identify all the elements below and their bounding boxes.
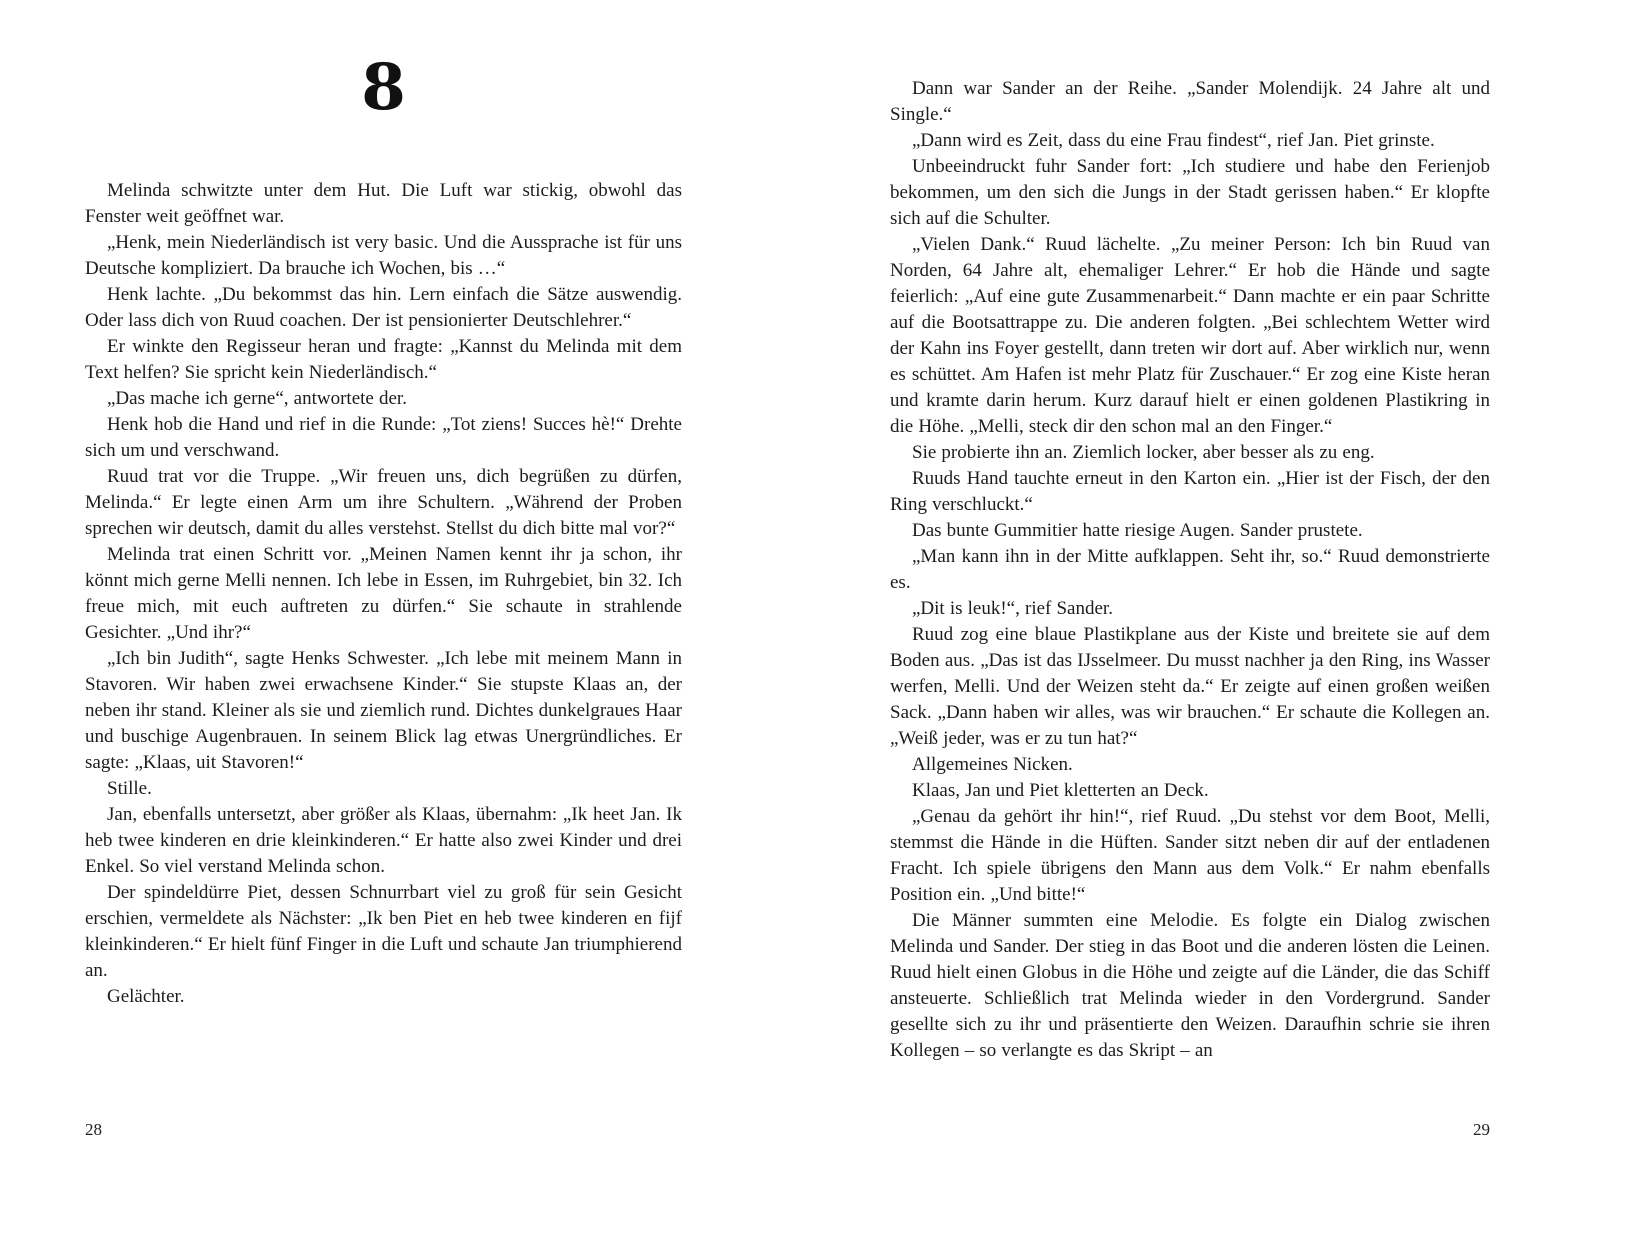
paragraph: Ruud zog eine blaue Plastikplane aus der Kiste und breitete sie auf dem Boden aus. „Das ist das IJsselmeer. Du musst nachher ja den Ring, ins Wasser werfen, Melli. Und der Weizen steht da.“ Er zeigte auf einen großen weißen Sack. „Dann haben wir alles, was wir brauchen.“ Er schaute die Kollegen an. „Weiß jeder, was er zu tun hat?“: [890, 624, 1490, 749]
page-left: [85, 0, 682, 1240]
page-right: [890, 0, 1490, 1240]
paragraph: Ruuds Hand tauchte erneut in den Karton ein. „Hier ist der Fisch, der den Ring verschluckt.“: [890, 468, 1490, 515]
paragraph: Sie probierte ihn an. Ziemlich locker, aber besser als zu eng.: [912, 442, 1375, 463]
paragraph: Er winkte den Regisseur heran und fragte: „Kannst du Melinda mit dem Text helfen? Sie spricht kein Niederländisch.“: [85, 336, 682, 383]
chapter-number: 8: [361, 50, 406, 125]
page-left-body-text: [85, 178, 682, 1010]
paragraph: Dann war Sander an der Reihe. „Sander Molendijk. 24 Jahre alt und Single.“: [890, 78, 1490, 125]
paragraph: „Man kann ihn in der Mitte aufklappen. Seht ihr, so.“ Ruud demonstrierte es.: [890, 546, 1490, 593]
paragraph: Jan, ebenfalls untersetzt, aber größer als Klaas, übernahm: „Ik heet Jan. Ik heb twee kinderen en drie kleinkinderen.“ Er hatte also zwei Kinder und drei Enkel. So viel verstand Melinda schon.: [85, 804, 682, 877]
paragraph: Die Männer summten eine Melodie. Es folgte ein Dialog zwischen Melinda und Sander. Der stieg in das Boot und die anderen lösten die Leinen. Ruud hielt einen Globus in die Höhe und zeigte auf die Länder, die das Schiff ansteuerte. Schließlich trat Melinda wieder in den Vordergrund. Sander gesellte sich zu ihr und präsentierte den Weizen. Daraufhin schrie sie ihren Kollegen – so verlangte es das Skript – an: [890, 910, 1490, 1061]
paragraph: Melinda trat einen Schritt vor. „Meinen Namen kennt ihr ja schon, ihr könnt mich gerne Melli nennen. Ich lebe in Essen, im Ruhrgebiet, bin 32. Ich freue mich, mit euch auftreten zu dürfen.“ Sie schaute in strahlende Gesichter. „Und ihr?“: [85, 544, 682, 643]
paragraph: Melinda schwitzte unter dem Hut. Die Luft war stickig, obwohl das Fenster weit geöffnet war.: [85, 180, 682, 227]
paragraph: Henk lachte. „Du bekommst das hin. Lern einfach die Sätze auswendig. Oder lass dich von Ruud coachen. Der ist pensionierter Deutschlehrer.“: [85, 284, 682, 331]
paragraph: „Dann wird es Zeit, dass du eine Frau findest“, rief Jan. Piet grinste.: [912, 130, 1435, 151]
paragraph: Henk hob die Hand und rief in die Runde: „Tot ziens! Succes hè!“ Drehte sich um und verschwand.: [85, 414, 682, 461]
paragraph: Allgemeines Nicken.: [912, 754, 1073, 775]
paragraph: „Henk, mein Niederländisch ist very basic. Und die Aussprache ist für uns Deutsche kompliziert. Da brauche ich Wochen, bis …“: [85, 232, 682, 279]
paragraph: Ruud trat vor die Truppe. „Wir freuen uns, dich begrüßen zu dürfen, Melinda.“ Er legte einen Arm um ihre Schultern. „Während der Proben sprechen wir deutsch, damit du alles verstehst. Stellst du dich bitte mal vor?“: [85, 466, 682, 539]
paragraph: Klaas, Jan und Piet kletterten an Deck.: [912, 780, 1209, 801]
paragraph: „Vielen Dank.“ Ruud lächelte. „Zu meiner Person: Ich bin Ruud van Norden, 64 Jahre alt, ehemaliger Lehrer.“ Er hob die Hände und sagte feierlich: „Auf eine gute Zusammenarbeit.“ Dann machte er ein paar Schritte auf die Bootsattrappe zu. Die anderen folgten. „Bei schlechtem Wetter wird der Kahn ins Foyer gestellt, dann treten wir dort auf. Aber wirklich nur, wenn es schüttet. Am Hafen ist mehr Platz für Zuschauer.“ Er zog eine Kiste heran und kramte darin herum. Kurz darauf hielt er einen goldenen Plastikring in die Höhe. „Melli, steck dir den schon mal an den Finger.“: [890, 234, 1490, 437]
page-number-left: 28: [85, 1120, 102, 1139]
paragraph: Der spindeldürre Piet, dessen Schnurrbart viel zu groß für sein Gesicht erschien, vermeldete als Nächster: „Ik ben Piet en heb twee kinderen en fijf kleinkinderen.“ Er hielt fünf Finger in die Luft und schaute Jan triumphierend an.: [85, 882, 682, 981]
paragraph: „Das mache ich gerne“, antwortete der.: [107, 388, 407, 409]
paragraph: Stille.: [107, 778, 152, 799]
paragraph: Gelächter.: [107, 986, 185, 1007]
paragraph: Das bunte Gummitier hatte riesige Augen. Sander prustete.: [912, 520, 1363, 541]
page-right-body-text: [890, 76, 1490, 1064]
paragraph: „Dit is leuk!“, rief Sander.: [912, 598, 1113, 619]
paragraph: „Ich bin Judith“, sagte Henks Schwester. „Ich lebe mit meinem Mann in Stavoren. Wir haben zwei erwachsene Kinder.“ Sie stupste Klaas an, der neben ihr stand. Kleiner als sie und ziemlich rund. Dichtes dunkelgraues Haar und buschige Augenbrauen. In seinem Blick lag etwas Unergründliches. Er sagte: „Klaas, uit Stavoren!“: [85, 648, 682, 773]
paragraph: „Genau da gehört ihr hin!“, rief Ruud. „Du stehst vor dem Boot, Melli, stemmst die Hände in die Hüften. Sander sitzt neben dir auf der entladenen Fracht. Ich spiele übrigens den Mann aus dem Volk.“ Er nahm ebenfalls Position ein. „Und bitte!“: [890, 806, 1490, 905]
paragraph: Unbeeindruckt fuhr Sander fort: „Ich studiere und habe den Ferienjob bekommen, um den sich die Jungs in der Stadt gerissen haben.“ Er klopfte sich auf die Schulter.: [890, 156, 1490, 229]
page-number-right: 29: [1473, 1120, 1490, 1139]
